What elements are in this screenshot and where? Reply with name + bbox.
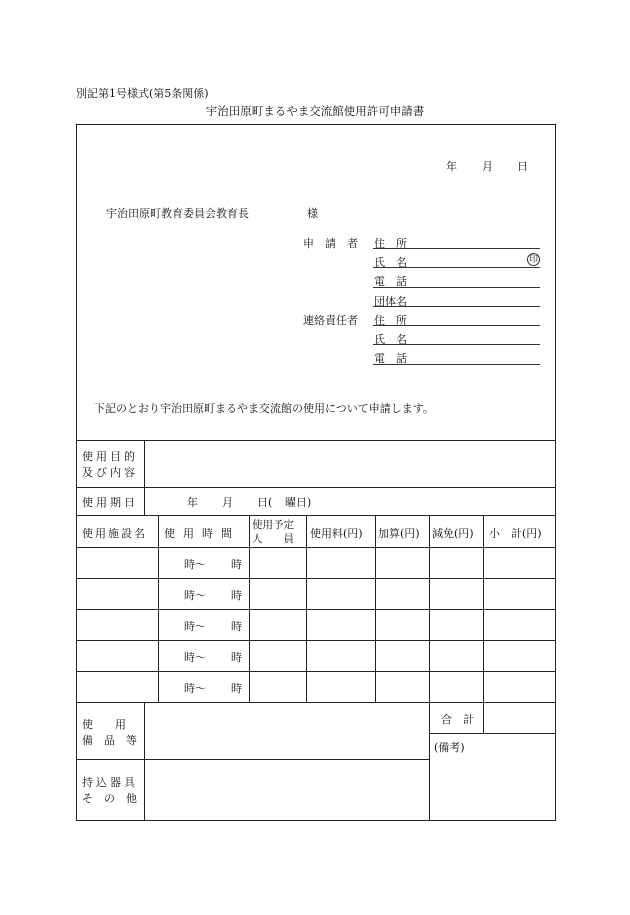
contact-name-label: 氏 名 [374, 333, 407, 346]
header-surcharge: 加算(円) [378, 527, 420, 540]
contact-heading: 連絡責任者 [303, 314, 358, 327]
form-number: 別記第1号様式(第5条関係) [76, 87, 209, 100]
total-label: 合 計 [441, 713, 474, 726]
row-time-to[interactable]: 時 [231, 682, 242, 695]
period-weekday[interactable]: 曜日) [285, 496, 312, 509]
applicant-address-field[interactable] [373, 248, 540, 249]
header-subtotal: 小 計(円) [489, 527, 542, 540]
row-time-from[interactable]: 時〜 [184, 651, 206, 664]
header-people-line2: 人 員 [252, 533, 294, 545]
row-time-to[interactable]: 時 [231, 589, 242, 602]
equipment-label-line1: 使 用 [82, 718, 126, 731]
applicant-address-label: 住 所 [374, 237, 407, 250]
table-col-line-1 [158, 515, 159, 702]
recipient-honorific: 様 [307, 207, 318, 220]
period-month[interactable]: 月 [222, 496, 233, 509]
contact-phone-label: 電 話 [374, 352, 407, 365]
row-time-to[interactable]: 時 [231, 620, 242, 633]
purpose-input[interactable] [145, 441, 555, 486]
contact-phone-field[interactable] [373, 364, 540, 365]
table-row-line-3 [76, 609, 556, 610]
form-title: 宇治田原町まるやま交流館使用許可申請書 [205, 104, 425, 118]
date-day-label[interactable]: 日 [517, 160, 528, 173]
applicant-phone-field[interactable] [373, 287, 540, 288]
header-fee: 使用料(円) [310, 527, 363, 540]
row-time-to[interactable]: 時 [231, 558, 242, 571]
equipment-label-line2: 備 品 等 [82, 734, 137, 747]
applicant-phone-label: 電 話 [374, 275, 407, 288]
table-col-line-6 [483, 515, 484, 733]
brought-items-label-line1: 持込器具 [82, 776, 138, 789]
application-statement: 下記のとおり宇治田原町まるやま交流館の使用について申請します。 [94, 402, 434, 415]
total-input[interactable] [484, 703, 555, 732]
table-row-line-4 [76, 640, 556, 641]
period-top-line [76, 487, 556, 488]
table-row-line-2 [76, 578, 556, 579]
brought-items-label-line2: そ の 他 [82, 792, 137, 805]
applicant-group-label: 団体名 [374, 295, 407, 308]
date-year-label[interactable]: 年 [446, 160, 457, 173]
row-time-from[interactable]: 時〜 [184, 589, 206, 602]
row-time-from[interactable]: 時〜 [184, 682, 206, 695]
applicant-name-field[interactable] [373, 267, 540, 268]
period-day[interactable]: 日( [257, 496, 273, 509]
period-label: 使用期日 [82, 496, 138, 509]
remarks-label: (備考) [434, 741, 465, 754]
table-col-line-3 [306, 515, 307, 702]
header-people-line1: 使用予定 [252, 519, 294, 531]
header-time: 使用時間 [164, 527, 240, 540]
contact-name-field[interactable] [373, 344, 540, 345]
brought-items-input[interactable] [145, 760, 428, 820]
table-row-line-5 [76, 671, 556, 672]
period-year[interactable]: 年 [187, 496, 198, 509]
table-col-line-2 [249, 515, 250, 702]
contact-address-field[interactable] [373, 325, 540, 326]
applicant-group-field[interactable] [373, 306, 540, 307]
total-bottom-line [429, 733, 556, 734]
applicant-heading: 申 請 者 [303, 237, 358, 250]
row-time-from[interactable]: 時〜 [184, 620, 206, 633]
purpose-label-line1: 使用目的 [82, 450, 138, 463]
remarks-input[interactable] [430, 752, 555, 820]
recipient-name: 宇治田原町教育委員会教育長 [106, 207, 249, 220]
row-time-from[interactable]: 時〜 [184, 558, 206, 571]
row-time-to[interactable]: 時 [231, 651, 242, 664]
header-facility: 使用施設名 [82, 527, 147, 540]
table-col-line-4 [375, 515, 376, 702]
purpose-label-line2: 及び内容 [82, 466, 138, 479]
seal-mark: 印 [528, 255, 538, 265]
equipment-input[interactable] [145, 703, 428, 758]
contact-address-label: 住 所 [374, 314, 407, 327]
header-reduction: 減免(円) [432, 527, 474, 540]
applicant-name-label: 氏 名 [374, 256, 407, 269]
table-header-top-line [76, 515, 556, 516]
date-month-label[interactable]: 月 [482, 160, 493, 173]
table-row-line-1 [76, 547, 556, 548]
